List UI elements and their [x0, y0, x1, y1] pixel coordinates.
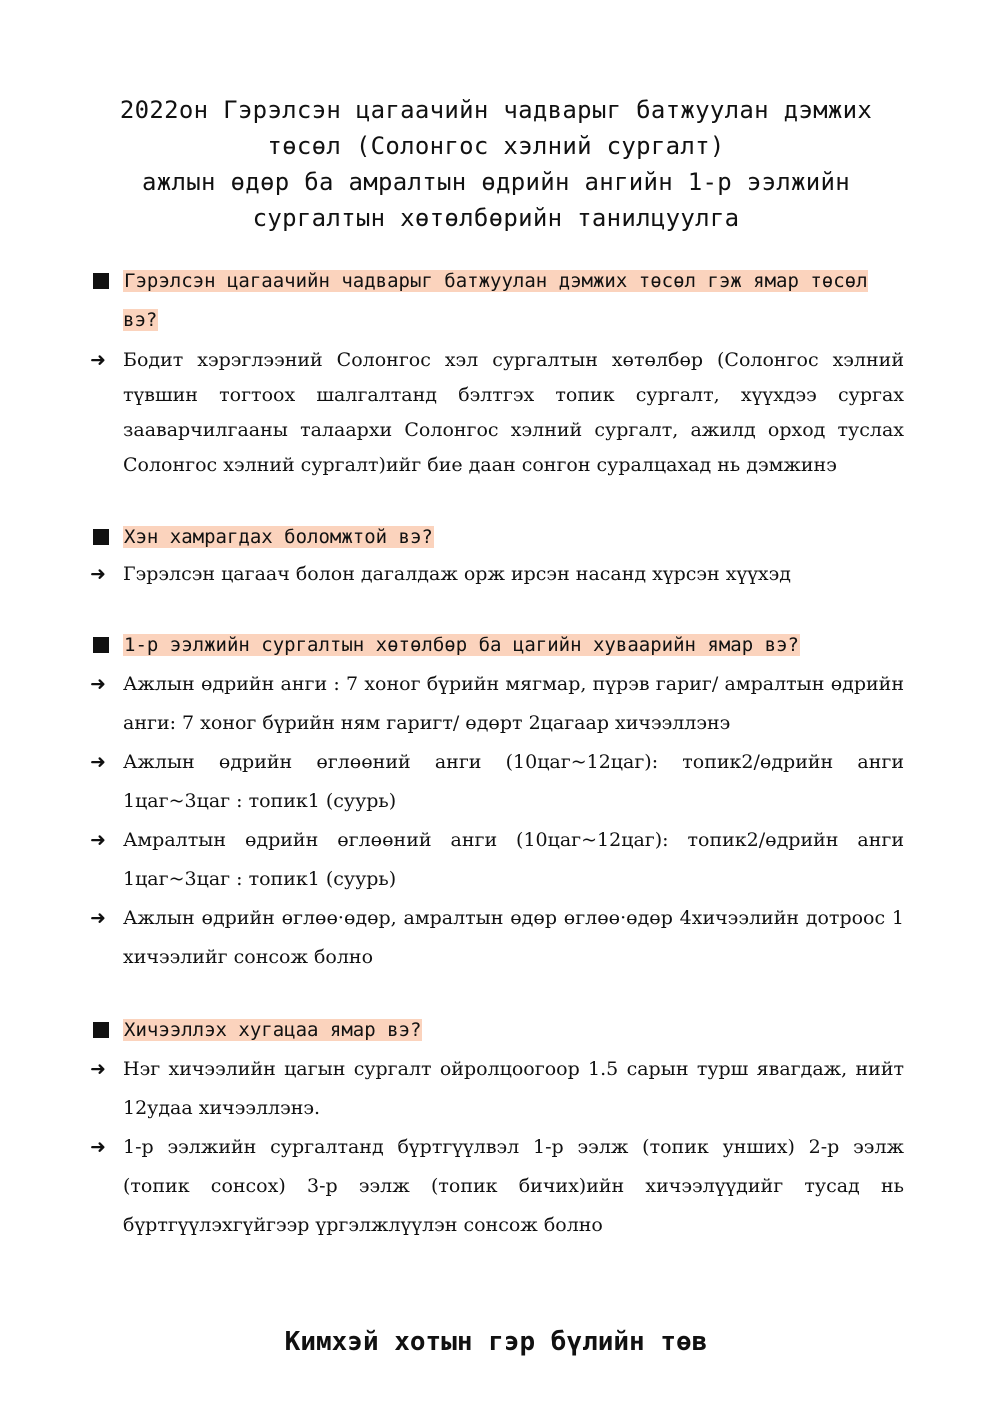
- list-item: [90, 1128, 904, 1245]
- section-duration: [90, 1011, 904, 1245]
- list-item-text: Бодит хэрэглээний Солонгос хэл сургалтын хөтөлбөр (Солонгос хэлний түвшин тогтоох шалгалтанд бэлтгэх топик сургалт, хүүхдээ сургах зааварчилгааны талаархи Солонгос хэлний сургалт, ажилд орход туслах Солонгос хэлний сургалт)ийг бие даан сонгон суралцахад нь дэмжинэ: [123, 349, 904, 476]
- right-arrow-icon: ➜: [90, 751, 106, 773]
- list-item-text: Гэрэлсэн цагаач болон дагалдаж орж ирсэн насанд хүрсэн хүүхэд: [123, 563, 791, 585]
- title-line-1: 2022он Гэрэлсэн цагаачийн чадварыг батжуулан дэмжих: [119, 96, 873, 124]
- list-item-text: 1-р ээлжийн сургалтанд бүртгүүлвэл 1-р ээлж (топик унших) 2-р ээлж (топик сонсох) 3-р ээлж (топик бичих)ийн хичээлүүдийг тусад нь бүртгүүлэхгүйгээр үргэлжлүүлэн сонсож болно: [123, 1136, 904, 1236]
- list-item: [90, 665, 904, 743]
- right-arrow-icon: ➜: [90, 673, 106, 695]
- section-question: Хэн хамрагдах боломжтой вэ?: [124, 526, 433, 548]
- right-arrow-icon: ➜: [90, 1136, 106, 1158]
- section-heading: [90, 518, 904, 557]
- list-item: [90, 557, 904, 592]
- right-arrow-icon: ➜: [90, 563, 106, 585]
- list-item: [90, 343, 904, 483]
- title-line-4: сургалтын хөтөлбөрийн танилцуулга: [252, 204, 740, 232]
- list-item-text: Ажлын өдрийн өглөөний анги (10цаг~12цаг): топик2/өдрийн анги 1цаг~3цаг : топик1 (суурь): [123, 751, 904, 812]
- section-eligibility: [90, 518, 904, 592]
- organization-name: Кимхэй хотын гэр бүлийн төв: [284, 1327, 708, 1357]
- section-heading: [90, 1011, 904, 1050]
- list-item: [90, 1050, 904, 1128]
- section-question: 1-р ээлжийн сургалтын хөтөлбөр ба цагийн хуваарийн ямар вэ?: [124, 634, 799, 656]
- section-schedule: [90, 626, 904, 977]
- list-item-text: Нэг хичээлийн цагын сургалт ойролцоогоор 1.5 сарын турш явагдаж, нийт 12удаа хичээллэнэ.: [123, 1058, 904, 1119]
- right-arrow-icon: ➜: [90, 829, 106, 851]
- black-square-icon: [93, 1022, 109, 1038]
- list-item: [90, 899, 904, 977]
- section-heading: [90, 262, 904, 340]
- list-item: [90, 743, 904, 821]
- black-square-icon: [93, 273, 109, 289]
- list-item-text: Ажлын өдрийн өглөө·өдөр, амралтын өдөр өглөө·өдөр 4хичээлийн дотроос 1 хичээлийг сонсож болно: [123, 907, 904, 968]
- document-title: [60, 92, 932, 236]
- right-arrow-icon: ➜: [90, 349, 106, 371]
- section-about-project: [90, 262, 904, 483]
- right-arrow-icon: ➜: [90, 907, 106, 929]
- list-item-text: Ажлын өдрийн анги : 7 хоног бүрийн мягмар, пүрэв гариг/ амралтын өдрийн анги: 7 хоног бүрийн ням гаригт/ өдөрт 2цагаар хичээллэнэ: [123, 673, 904, 734]
- section-question: Гэрэлсэн цагаачийн чадварыг батжуулан дэмжих төсөл гэж ямар төсөл вэ?: [123, 270, 868, 331]
- title-line-3: ажлын өдөр ба амралтын өдрийн ангийн 1-р ээлжийн: [142, 168, 850, 196]
- right-arrow-icon: ➜: [90, 1058, 106, 1080]
- black-square-icon: [93, 637, 109, 653]
- list-item-text: Амралтын өдрийн өглөөний анги (10цаг~12цаг): топик2/өдрийн анги 1цаг~3цаг : топик1 (суурь): [123, 829, 904, 890]
- document-body: [90, 262, 904, 1245]
- section-heading: [90, 626, 904, 665]
- black-square-icon: [93, 529, 109, 545]
- list-item: [90, 821, 904, 899]
- title-line-2: төсөл (Солонгос хэлний сургалт): [267, 132, 725, 160]
- section-question: Хичээллэх хугацаа ямар вэ?: [124, 1019, 422, 1041]
